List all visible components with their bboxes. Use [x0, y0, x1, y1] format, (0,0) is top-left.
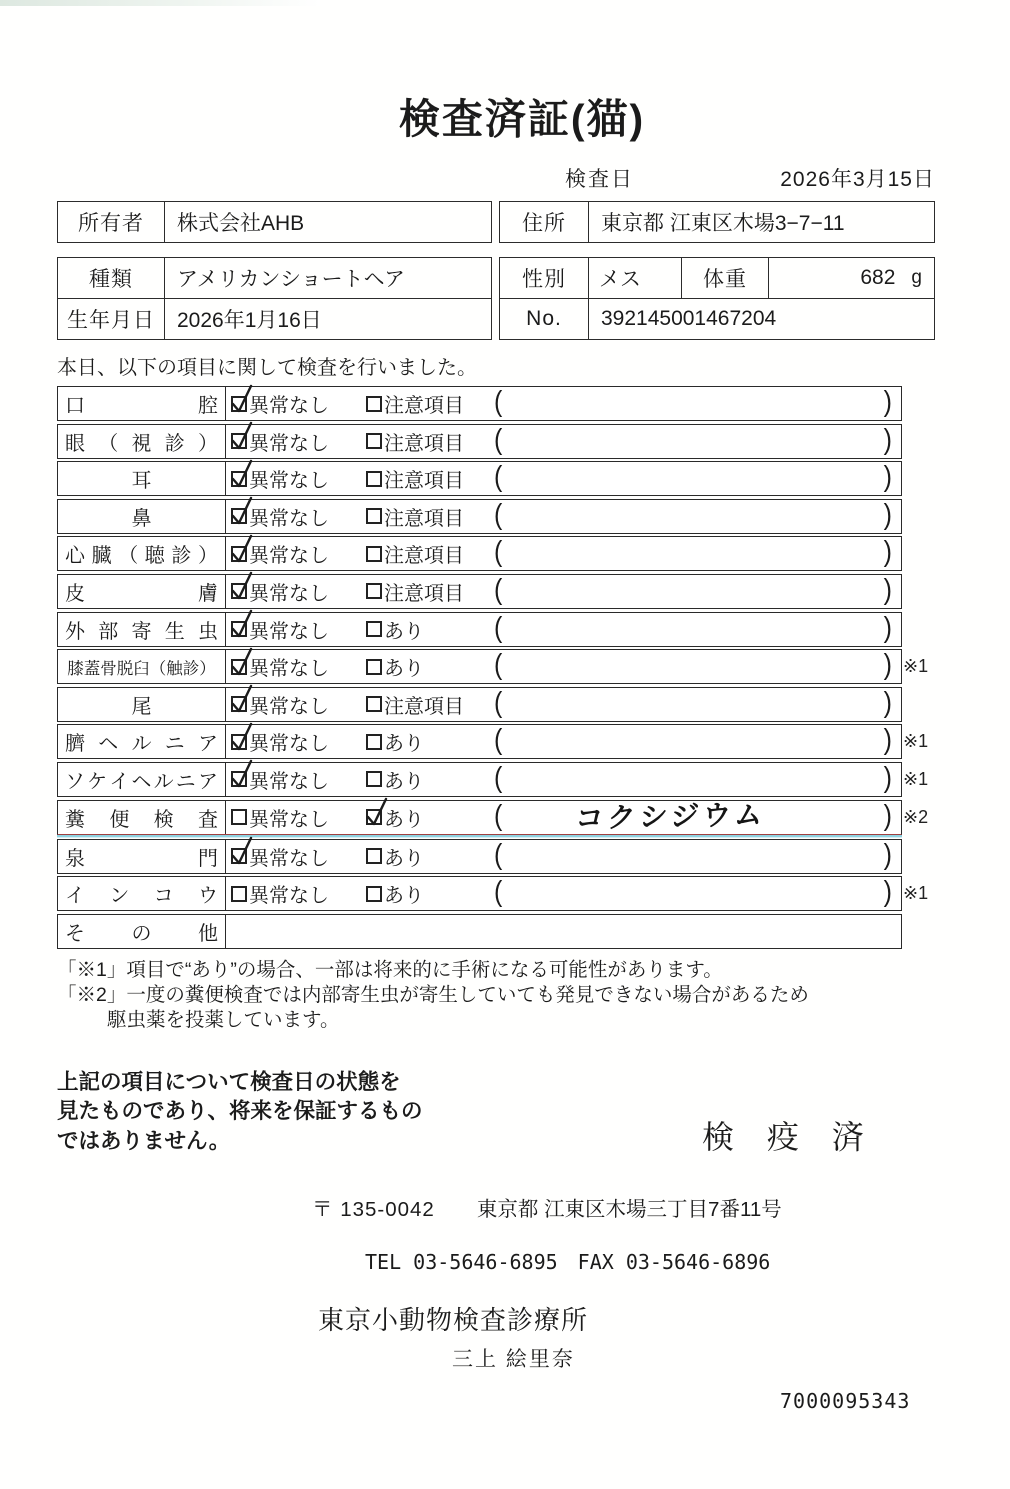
checkbox-attention	[366, 396, 382, 412]
label-text: ニ	[164, 733, 185, 756]
birthdate-label: 生年月日	[58, 299, 165, 339]
footer-top	[57, 1068, 1010, 1176]
label-text: 口	[65, 395, 85, 417]
checklist-item-label	[58, 537, 226, 570]
option-attention	[366, 688, 464, 721]
label-text: コ	[153, 885, 174, 908]
checkbox-no-abnormality	[231, 771, 247, 787]
clinic-address: 東京都 江東区木場三丁目7番11号	[476, 1197, 782, 1221]
checklist-row-content	[226, 387, 901, 420]
footnotes	[57, 958, 1010, 1034]
option-attention	[366, 575, 464, 608]
label-text: ア	[197, 770, 218, 793]
label-text: 他	[198, 922, 218, 945]
checkbox-attention	[366, 546, 382, 562]
checkbox-attention	[366, 471, 382, 487]
label-text: ニ	[175, 770, 196, 793]
checklist-table	[57, 385, 929, 949]
number-label: No.	[500, 299, 589, 339]
animal-info-table	[57, 257, 935, 340]
label-text: ）	[198, 432, 218, 455]
checklist-item-label	[58, 425, 226, 458]
handwritten-check-icon	[229, 684, 255, 716]
option-attention-label: あり	[384, 733, 424, 756]
paren-open: (	[494, 573, 503, 606]
disclaimer-line2: 見たものであり、将来を保証するもの	[57, 1099, 423, 1124]
checkbox-no-abnormality	[231, 471, 247, 487]
checklist-row-content	[226, 877, 901, 910]
footnote-marker: ※1	[903, 768, 929, 789]
footnote-marker: ※1	[903, 656, 929, 677]
checkbox-no-abnormality	[231, 734, 247, 750]
option-attention-label: あり	[384, 770, 424, 793]
option-attention	[366, 650, 424, 683]
checklist-row-content	[226, 725, 901, 758]
label-text: ウ	[197, 885, 218, 908]
label-text: 聴	[144, 545, 165, 568]
label-text: 耳	[131, 470, 152, 493]
label-text: 糞	[65, 808, 85, 831]
option-attention	[366, 425, 464, 458]
option-no-abnormality	[231, 801, 329, 834]
checklist-row-content	[226, 840, 901, 873]
label-text: ル	[153, 770, 174, 793]
clinic-address-row	[312, 1192, 1010, 1222]
option-attention	[366, 801, 424, 834]
checkbox-attention	[366, 771, 382, 787]
option-no-abnormality-label: 異常なし	[249, 770, 329, 793]
handwritten-check-icon	[229, 384, 255, 416]
label-text: 尾	[131, 695, 152, 718]
paren-close: )	[883, 875, 892, 909]
handwritten-finding: コクシジウム	[574, 798, 768, 834]
option-no-abnormality-label: 異常なし	[249, 885, 329, 908]
label-text: 診	[171, 545, 192, 568]
paren-close: )	[883, 573, 892, 606]
checklist-row-content	[226, 688, 901, 721]
option-no-abnormality-label: 異常なし	[249, 582, 329, 605]
option-attention	[366, 500, 464, 533]
option-attention	[366, 725, 424, 758]
paren-close: )	[883, 423, 892, 456]
owner-table	[57, 201, 935, 243]
handwritten-check-icon	[229, 571, 255, 603]
label-text: 鼻	[131, 507, 152, 530]
handwritten-check-icon	[229, 647, 255, 679]
label-text: 診	[164, 432, 185, 455]
option-no-abnormality-label: 異常なし	[249, 808, 329, 831]
examination-statement: 本日、以下の項目に関して検査を行いました。	[57, 357, 477, 379]
breed-value: アメリカンショートヘア	[177, 268, 405, 291]
label-text: 寄	[131, 620, 152, 643]
checkbox-no-abnormality	[231, 433, 247, 449]
paren-close: )	[883, 838, 892, 871]
label-text: 虫	[198, 620, 218, 643]
checkbox-attention	[366, 734, 382, 750]
disclaimer-line3: ではありません。	[57, 1129, 231, 1154]
label-text: そ	[65, 922, 85, 945]
option-attention-label: あり	[384, 808, 424, 831]
option-attention	[366, 387, 464, 420]
paren-open: (	[494, 423, 503, 456]
footnote-marker: ※1	[903, 731, 929, 752]
tel-number: TEL 03-5646-6895	[365, 1249, 558, 1274]
checklist-item-label	[58, 725, 226, 758]
paren-open: (	[494, 536, 503, 569]
checkbox-no-abnormality	[231, 809, 247, 825]
label-text: ア	[198, 733, 218, 756]
checklist-item-label	[58, 915, 226, 948]
paren-close: )	[883, 761, 892, 794]
label-text: 検	[153, 808, 174, 831]
birthdate-value: 2026年1月16日	[177, 309, 322, 332]
label-text: 皮	[65, 582, 85, 605]
inspection-date-value: 2026年3月15日	[780, 168, 935, 191]
paren-close: )	[883, 686, 892, 719]
paren-open: (	[494, 686, 503, 719]
option-attention-label: 注意項目	[384, 582, 464, 605]
checklist-item-label	[58, 801, 226, 834]
clinic-name: 東京小動物検査診療所	[318, 1304, 589, 1335]
owner-label: 所有者	[58, 202, 165, 242]
handwritten-check-icon	[229, 496, 255, 528]
option-no-abnormality	[231, 537, 329, 570]
option-no-abnormality	[231, 840, 329, 873]
checklist-row	[57, 461, 902, 496]
checklist-item-label	[58, 387, 226, 420]
paren-open: (	[494, 461, 503, 494]
checklist-row	[57, 875, 929, 911]
checkbox-no-abnormality	[231, 583, 247, 599]
option-attention-label: あり	[384, 658, 424, 681]
label-text: 眼	[65, 432, 85, 455]
option-no-abnormality-label: 異常なし	[249, 733, 329, 756]
inspection-date-label: 検査日	[565, 168, 634, 191]
paren-open: (	[494, 611, 503, 644]
sex-label: 性別	[500, 258, 589, 298]
checklist-row	[57, 839, 902, 874]
checklist-item-label	[58, 763, 226, 796]
examiner-name: 三上 絵里奈	[452, 1347, 575, 1371]
paren-close: )	[883, 648, 892, 682]
paren-close: )	[883, 498, 892, 531]
checkbox-no-abnormality	[231, 659, 247, 675]
checklist-row	[57, 536, 902, 571]
checklist-row-content	[226, 500, 901, 533]
label-text: 腔	[198, 395, 218, 417]
weight-label: 体重	[682, 258, 769, 298]
checklist-row-content	[226, 462, 901, 495]
paren-open: (	[494, 799, 503, 832]
option-attention-label: あり	[384, 847, 424, 870]
breed-label: 種類	[58, 258, 165, 298]
paren-close: )	[883, 611, 892, 644]
label-text: （	[98, 432, 119, 455]
sex-value: メス	[589, 258, 682, 298]
paren-close: )	[883, 724, 892, 757]
checklist-row	[57, 724, 929, 759]
option-no-abnormality-label: 異常なし	[249, 395, 329, 417]
paren-open: (	[494, 648, 503, 682]
scan-edge-artifact	[0, 0, 320, 6]
footnote-marker: ※2	[903, 806, 929, 827]
label-text: イ	[65, 885, 85, 908]
address-value: 東京都 江東区木場3−7−11	[601, 212, 845, 235]
checklist-row-content	[226, 613, 901, 646]
option-no-abnormality	[231, 387, 329, 420]
checkbox-no-abnormality	[231, 396, 247, 412]
handwritten-check-icon	[229, 759, 255, 791]
checklist-row-content	[226, 798, 901, 834]
label-text: 膚	[198, 582, 218, 605]
checklist-row-content	[226, 915, 901, 948]
option-attention-label: 注意項目	[384, 470, 464, 493]
label-text: 臍	[65, 733, 85, 756]
label-text: 部	[98, 620, 119, 643]
option-no-abnormality	[231, 725, 329, 758]
checklist-row-content	[226, 575, 901, 608]
checklist-row	[57, 386, 902, 421]
checklist-item-label	[58, 613, 226, 646]
option-attention-label: 注意項目	[384, 507, 464, 530]
label-text: ヘ	[98, 733, 119, 756]
option-attention-label: 注意項目	[384, 695, 464, 718]
checklist-item-label	[58, 575, 226, 608]
weight-unit: g	[911, 267, 922, 288]
footnote-2-line2: 駆虫薬を投薬しています。	[107, 1009, 340, 1032]
checkbox-attention	[366, 809, 382, 825]
checklist-item-label	[58, 877, 226, 910]
paren-close: )	[883, 385, 892, 419]
option-attention-label: あり	[384, 620, 424, 643]
fax-number: FAX 03-5646-6896	[577, 1249, 771, 1274]
option-attention	[366, 613, 424, 646]
label-text: 心	[65, 545, 85, 568]
option-no-abnormality	[231, 688, 329, 721]
inspection-date-row	[57, 163, 935, 191]
weight-value: 682	[860, 266, 896, 289]
option-attention	[366, 877, 424, 910]
option-attention	[366, 462, 464, 495]
label-text: ヘ	[131, 770, 152, 793]
option-no-abnormality	[231, 500, 329, 533]
document-title: 検査済証(猫)	[398, 96, 646, 142]
label-text: 臓	[91, 545, 112, 568]
option-no-abnormality	[231, 877, 329, 910]
checklist-row-content	[226, 425, 901, 458]
label-text: 視	[131, 432, 152, 455]
weight-value-cell	[769, 258, 934, 298]
checklist-row-content	[226, 650, 901, 683]
label-text: 膝蓋骨脱臼（触診）	[67, 659, 216, 678]
checklist-row	[57, 612, 902, 647]
checklist-row	[57, 914, 902, 949]
label-text: 査	[197, 808, 218, 831]
checklist-row	[57, 424, 902, 459]
checkbox-no-abnormality	[231, 546, 247, 562]
number-value: 392145001467204	[601, 307, 777, 330]
checklist-row	[57, 499, 902, 534]
option-attention	[366, 763, 424, 796]
checklist-row	[57, 761, 929, 797]
checklist-item-label	[58, 840, 226, 873]
option-no-abnormality	[231, 462, 329, 495]
option-no-abnormality-label: 異常なし	[249, 847, 329, 870]
checklist-item-label	[58, 462, 226, 495]
paren-close: )	[883, 799, 892, 832]
paren-open: (	[494, 385, 503, 419]
handwritten-check-icon	[229, 459, 255, 491]
option-no-abnormality	[231, 650, 329, 683]
option-no-abnormality-label: 異常なし	[249, 545, 329, 568]
option-no-abnormality	[231, 575, 329, 608]
checklist-row	[57, 648, 929, 684]
option-attention-label: 注意項目	[384, 395, 464, 417]
handwritten-check-icon	[229, 534, 255, 566]
phone-row	[365, 1250, 1010, 1274]
label-text: ）	[197, 545, 218, 568]
label-text: 外	[65, 620, 85, 643]
checklist-row-content	[226, 763, 901, 796]
checklist-row	[57, 574, 902, 609]
checkbox-attention	[366, 886, 382, 902]
paren-close: )	[883, 536, 892, 569]
footnote-marker: ※1	[903, 883, 929, 904]
label-text: ル	[131, 733, 152, 756]
label-text: 便	[109, 808, 130, 831]
checklist-item-label	[58, 500, 226, 533]
option-no-abnormality	[231, 425, 329, 458]
paren-open: (	[494, 838, 503, 871]
checkbox-attention	[366, 433, 382, 449]
paren-open: (	[494, 498, 503, 531]
checkbox-no-abnormality	[231, 621, 247, 637]
label-text: 門	[198, 847, 218, 870]
footnote-1: 「※1」項目で“あり”の場合、一部は将来的に手術になる可能性があります。	[57, 958, 723, 981]
serial-number: 7000095343	[780, 1388, 911, 1413]
label-text: イ	[109, 770, 130, 793]
option-no-abnormality-label: 異常なし	[249, 620, 329, 643]
owner-value: 株式会社AHB	[177, 212, 305, 235]
label-text: 泉	[65, 847, 85, 870]
checklist-row	[57, 798, 929, 835]
option-attention	[366, 537, 464, 570]
label-text: ソ	[65, 770, 85, 793]
option-no-abnormality	[231, 763, 329, 796]
option-attention-label: 注意項目	[384, 432, 464, 455]
label-text: 生	[164, 620, 185, 643]
checkbox-attention	[366, 621, 382, 637]
checkbox-attention	[366, 696, 382, 712]
option-no-abnormality-label: 異常なし	[249, 507, 329, 530]
checkbox-no-abnormality	[231, 696, 247, 712]
address-label: 住所	[500, 202, 589, 242]
label-text: の	[131, 922, 152, 945]
checklist-row	[57, 687, 902, 722]
checkbox-no-abnormality	[231, 886, 247, 902]
option-no-abnormality-label: 異常なし	[249, 658, 329, 681]
checklist-item-label	[58, 650, 226, 683]
label-text: （	[118, 545, 139, 568]
option-no-abnormality-label: 異常なし	[249, 432, 329, 455]
checkbox-attention	[366, 508, 382, 524]
label-text: ン	[109, 885, 130, 908]
option-attention	[366, 840, 424, 873]
option-attention-label: 注意項目	[384, 545, 464, 568]
quarantine-stamp: 検 疫 済	[702, 1118, 876, 1155]
checkbox-attention	[366, 659, 382, 675]
handwritten-check-icon	[229, 609, 255, 641]
option-no-abnormality-label: 異常なし	[249, 695, 329, 718]
paren-close: )	[883, 461, 892, 494]
paren-open: (	[494, 761, 503, 794]
checklist-row-content	[226, 537, 901, 570]
disclaimer-line1: 上記の項目について検査日の状態を	[57, 1069, 401, 1094]
option-attention-label: あり	[384, 885, 424, 908]
checkbox-no-abnormality	[231, 508, 247, 524]
postal-code: 〒 135-0042	[312, 1197, 435, 1221]
handwritten-check-icon	[229, 836, 255, 868]
checkbox-no-abnormality	[231, 848, 247, 864]
handwritten-check-icon	[229, 421, 255, 453]
handwritten-check-icon	[229, 722, 255, 754]
label-text: ケ	[87, 770, 108, 793]
checklist-item-label	[58, 688, 226, 721]
option-no-abnormality	[231, 613, 329, 646]
option-no-abnormality-label: 異常なし	[249, 470, 329, 493]
checkbox-attention	[366, 583, 382, 599]
paren-open: (	[494, 724, 503, 757]
paren-open: (	[494, 875, 503, 909]
footnote-2-line1: 「※2」一度の糞便検査では内部寄生虫が寄生していても発見できない場合があるため	[57, 984, 809, 1007]
checkbox-attention	[366, 848, 382, 864]
handwritten-check-icon	[364, 797, 390, 829]
